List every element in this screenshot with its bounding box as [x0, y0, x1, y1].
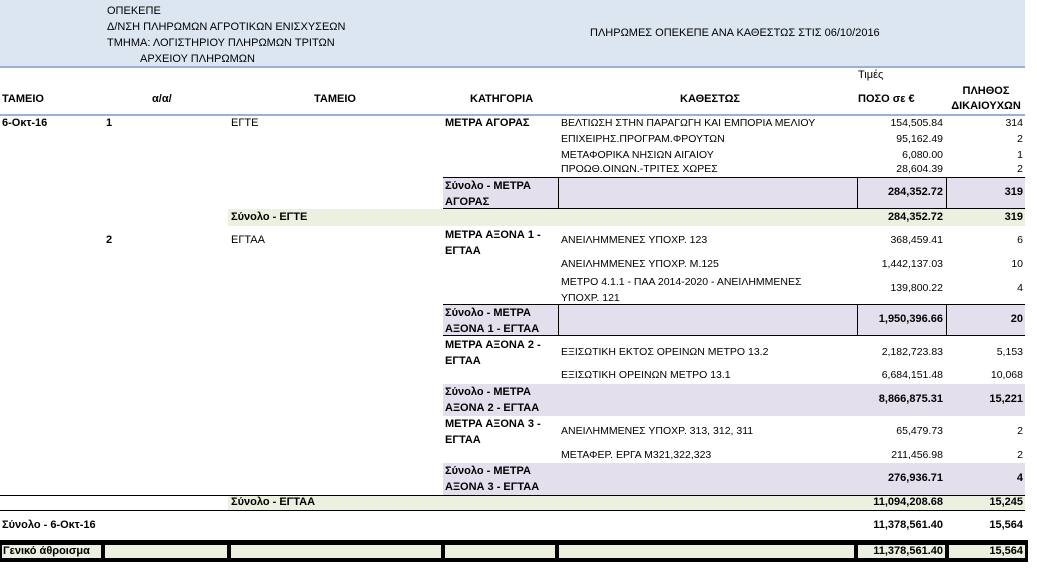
- org-line-2: Δ/ΝΣΗ ΠΛΗΡΩΜΩΝ ΑΓΡΟΤΙΚΩΝ ΕΝΙΣΧΥΣΕΩΝ: [107, 21, 346, 33]
- subtotal-label: Σύνολο - ΜΕΤΡΑ ΑΞΟΝΑ 1 - ΕΓΤΑΑ: [445, 307, 540, 335]
- group-total-poso: 284,352.72: [887, 211, 943, 223]
- date-total-poso: 11,378,561.40: [873, 519, 943, 531]
- subtotal-poso: 1,950,396.66: [878, 313, 943, 325]
- row-plithos: 4: [1017, 282, 1023, 294]
- row-poso: 139,800.22: [890, 282, 943, 294]
- subtotal-poso: 8,866,875.31: [878, 393, 943, 405]
- row-kathestos: ΜΕΤΑΦΟΡΙΚΑ ΝΗΣΙΩΝ ΑΙΓΑΙΟΥ: [561, 149, 714, 161]
- org-line-4: ΑΡΧΕΙΟΥ ΠΛΗΡΩΜΩΝ: [140, 53, 255, 65]
- row-kathestos: ΜΕΤΑΦΕΡ. ΕΡΓΑ Μ321,322,323: [561, 449, 712, 461]
- report-title: ΠΛΗΡΩΜΕΣ ΟΠΕΚΕΠΕ ΑΝΑ ΚΑΘΕΣΤΩΣ ΣΤΙΣ 06/10/2016: [590, 27, 880, 39]
- row-plithos: 2: [1017, 449, 1023, 461]
- grand-total-cell: [105, 545, 227, 558]
- subtotal-plithos: 15,221: [989, 393, 1023, 405]
- col-tameio: ΤΑΜΕΙΟ: [2, 93, 44, 105]
- row-poso: 2,182,723.83: [881, 346, 943, 358]
- category-name: ΜΕΤΡΑ ΑΓΟΡΑΣ: [445, 117, 530, 129]
- grand-total-cell: [445, 545, 555, 558]
- group-tameio: ΕΓΤΑΑ: [231, 234, 265, 246]
- subtotal-label: Σύνολο - ΜΕΤΡΑ ΑΞΟΝΑ 3 - ΕΓΤΑΑ: [445, 465, 540, 493]
- row-plithos: 6: [1017, 234, 1023, 246]
- col-kathestos: ΚΑΘΕΣΤΩΣ: [680, 93, 741, 105]
- category-name: ΜΕΤΡΑ ΑΞΟΝΑ 3 - ΕΓΤΑΑ: [445, 418, 541, 446]
- row-plithos: 2: [1017, 133, 1023, 145]
- group-total-label: Σύνολο - ΕΓΤΕ: [231, 211, 308, 223]
- col-aa: α/α/: [152, 93, 172, 105]
- subtotal-label: Σύνολο - ΜΕΤΡΑ ΑΞΟΝΑ 2 - ΕΓΤΑΑ: [445, 386, 540, 414]
- row-poso: 368,459.41: [890, 234, 943, 246]
- grand-total-cell: [559, 545, 854, 558]
- col-kategoria: ΚΑΤΗΓΟΡΙΑ: [470, 93, 534, 105]
- grand-total-cell: [231, 545, 441, 558]
- group-aa: 2: [106, 234, 113, 246]
- row-poso: 65,479.73: [896, 425, 943, 437]
- row-kathestos: ΕΞΙΣΩΤΙΚΗ ΟΡΕΙΝΩΝ ΜΕΤΡΟ 13.1: [561, 369, 731, 381]
- row-poso: 1,442,137.03: [881, 258, 943, 270]
- category-name: ΜΕΤΡΑ ΑΞΟΝΑ 1 - ΕΓΤΑΑ: [445, 229, 541, 257]
- subtotal-plithos: 4: [1016, 472, 1023, 484]
- date-total-plithos: 15,564: [989, 519, 1023, 531]
- row-kathestos: ΑΝΕΙΛΗΜΜΕΝΕΣ ΥΠΟΧΡ. 313, 312, 311: [561, 425, 754, 437]
- row-poso: 211,456.98: [891, 449, 943, 461]
- row-plithos: 2: [1017, 425, 1023, 437]
- columns-divider: [0, 114, 1025, 116]
- org-line-3: ΤΜΗΜΑ: ΛΟΓΙΣΤΗΡΙΟΥ ΠΛΗΡΩΜΩΝ ΤΡΙΤΩΝ: [107, 37, 335, 49]
- header-divider: [0, 66, 1025, 68]
- subtotal-poso: 276,936.71: [887, 472, 943, 484]
- row-plithos: 1: [1017, 149, 1023, 161]
- date-total-label: Σύνολο - 6-Οκτ-16: [2, 519, 96, 531]
- subtotal-plithos: 319: [1004, 186, 1023, 198]
- date-total-border-top: [0, 510, 1025, 511]
- group-aa: 1: [106, 117, 113, 129]
- row-kathestos: ΕΞΙΣΩΤΙΚΗ ΕΚΤΟΣ ΟΡΕΙΝΩΝ ΜΕΤΡΟ 13.2: [561, 346, 769, 358]
- subtotal-divider: [946, 304, 947, 336]
- subtotal-divider: [558, 304, 559, 336]
- row-kathestos: ΕΠΙΧΕΙΡΗΣ.ΠΡΟΓΡΑΜ.ΦΡΟΥΤΩΝ: [561, 133, 725, 145]
- grand-total-poso: 11,378,561.40: [873, 545, 943, 557]
- row-kathestos: ΜΕΤΡΟ 4.1.1 - ΠΑΑ 2014-2020 - ΑΝΕΙΛΗΜΜΕΝΕΣ ΥΠΟΧΡ. 121: [561, 276, 802, 304]
- row-kathestos: ΒΕΛΤΙΩΣΗ ΣΤΗΝ ΠΑΡΑΓΩΓΗ ΚΑΙ ΕΜΠΟΡΙΑ ΜΕΛΙΟΥ: [561, 117, 816, 129]
- row-plithos: 314: [1005, 117, 1023, 129]
- subtotal-divider: [946, 177, 947, 209]
- row-kathestos: ΑΝΕΙΛΗΜΜΕΝΕΣ ΥΠΟΧΡ. 123: [561, 234, 708, 246]
- grand-total-label: Γενικό άθροισμα: [3, 545, 90, 557]
- subtotal-divider: [558, 177, 559, 209]
- grand-total-plithos: 15,564: [989, 545, 1023, 557]
- values-group-label: Τιμές: [858, 69, 884, 81]
- row-poso: 154,505.84: [890, 117, 943, 129]
- col-tameio2: ΤΑΜΕΙΟ: [314, 93, 356, 105]
- col-poso: ΠΟΣΟ σε €: [858, 93, 915, 105]
- subtotal-plithos: 20: [1010, 313, 1023, 325]
- row-poso: 6,684,151.48: [881, 369, 943, 381]
- org-line-1: ΟΠΕΚΕΠΕ: [107, 5, 161, 17]
- row-poso: 6,080.00: [902, 149, 943, 161]
- row-kathestos: ΑΝΕΙΛΗΜΜΕΝΕΣ ΥΠΟΧΡ. Μ.125: [561, 258, 719, 270]
- col-plithos: ΠΛΗΘΟΣ ΔΙΚΑΙΟΥΧΩΝ: [951, 85, 1021, 112]
- row-plithos: 5,153: [996, 346, 1023, 358]
- subtotal-label: Σύνολο - ΜΕΤΡΑ ΑΓΟΡΑΣ: [445, 180, 532, 208]
- group-total-poso: 11,094,208.68: [873, 496, 943, 508]
- category-name: ΜΕΤΡΑ ΑΞΟΝΑ 2 - ΕΓΤΑΑ: [445, 339, 541, 367]
- row-plithos: 10,068: [990, 369, 1023, 381]
- date-label: 6-Οκτ-16: [2, 117, 48, 129]
- subtotal-poso: 284,352.72: [887, 186, 943, 198]
- row-kathestos: ΠΡΟΩΘ.ΟΙΝΩΝ.-ΤΡΙΤΕΣ ΧΩΡΕΣ: [561, 163, 718, 175]
- group-total-label: Σύνολο - ΕΓΤΑΑ: [231, 496, 316, 508]
- row-plithos: 10: [1011, 258, 1023, 270]
- row-plithos: 2: [1017, 163, 1023, 175]
- row-poso: 28,604.39: [896, 163, 943, 175]
- group-tameio: ΕΓΤΕ: [231, 117, 259, 129]
- row-poso: 95,162.49: [896, 133, 943, 145]
- group-total-plithos: 319: [1004, 211, 1023, 223]
- group-total-plithos: 15,245: [989, 496, 1023, 508]
